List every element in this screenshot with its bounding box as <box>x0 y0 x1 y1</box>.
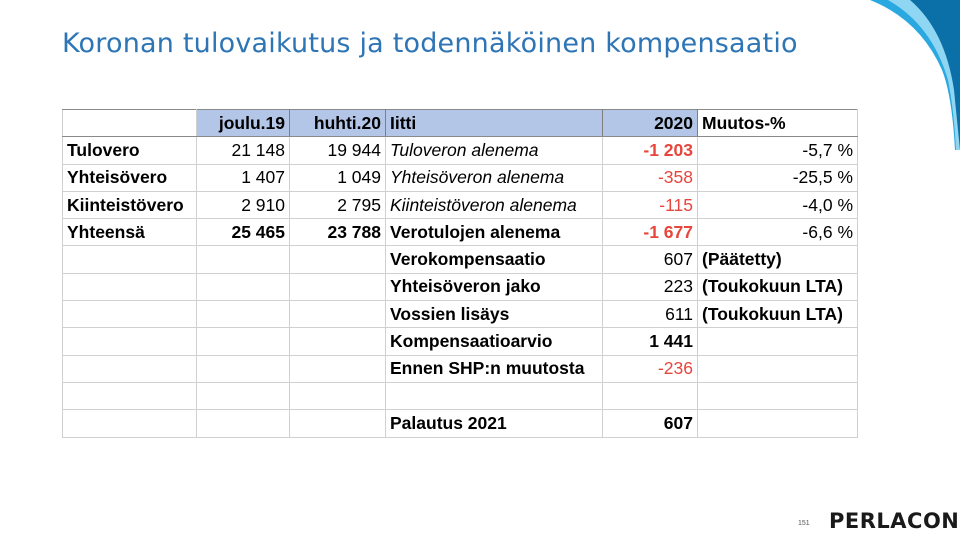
cell-iitti-label: Yhteisöveron jako <box>386 273 603 300</box>
cell-huhti20 <box>290 273 386 300</box>
corner-decoration-shape <box>850 0 960 150</box>
header-cell-2020: 2020 <box>603 110 698 137</box>
cell-note: (Toukokuun LTA) <box>698 273 858 300</box>
cell-joulu19 <box>197 246 290 273</box>
tax-revenue-table <box>62 109 858 438</box>
cell-iitti-label: Palautus 2021 <box>386 410 603 437</box>
cell-joulu19: 25 465 <box>197 219 290 246</box>
table-row <box>63 246 858 273</box>
perlacon-logo: PERLACON <box>829 509 960 533</box>
cell-2020: 607 <box>603 410 698 437</box>
cell-note <box>698 355 858 382</box>
row-label <box>63 410 197 437</box>
cell-2020: 1 441 <box>603 328 698 355</box>
cell-muutos: -4,0 % <box>698 191 858 218</box>
row-label <box>63 382 197 409</box>
header-cell-iitti: Iitti <box>386 110 603 137</box>
cell-joulu19: 1 407 <box>197 164 290 191</box>
header-cell-muutos: Muutos-% <box>698 110 858 137</box>
cell-joulu19 <box>197 328 290 355</box>
table-row <box>63 355 858 382</box>
cell-huhti20 <box>290 246 386 273</box>
slide-number: 151 <box>798 520 810 527</box>
cell-muutos: -5,7 % <box>698 137 858 164</box>
cell-2020 <box>603 382 698 409</box>
header-cell-joulu19: joulu.19 <box>197 110 290 137</box>
cell-joulu19 <box>197 410 290 437</box>
cell-iitti-label: Vossien lisäys <box>386 301 603 328</box>
cell-muutos: -25,5 % <box>698 164 858 191</box>
cell-2020: -1 677 <box>603 219 698 246</box>
cell-iitti-label: Yhteisöveron alenema <box>386 164 603 191</box>
cell-joulu19: 2 910 <box>197 191 290 218</box>
row-label <box>63 273 197 300</box>
cell-iitti-label: Kompensaatioarvio <box>386 328 603 355</box>
cell-joulu19: 21 148 <box>197 137 290 164</box>
table-row <box>63 273 858 300</box>
cell-2020: 223 <box>603 273 698 300</box>
cell-note <box>698 382 858 409</box>
cell-huhti20: 23 788 <box>290 219 386 246</box>
cell-2020: 607 <box>603 246 698 273</box>
cell-iitti-label: Verotulojen alenema <box>386 219 603 246</box>
cell-note: (Päätetty) <box>698 246 858 273</box>
cell-joulu19 <box>197 355 290 382</box>
cell-huhti20 <box>290 410 386 437</box>
cell-note <box>698 328 858 355</box>
row-label: Tulovero <box>63 137 197 164</box>
cell-iitti-label: Ennen SHP:n muutosta <box>386 355 603 382</box>
row-label <box>63 246 197 273</box>
cell-huhti20 <box>290 328 386 355</box>
table-row <box>63 410 858 437</box>
cell-note <box>698 410 858 437</box>
cell-muutos: -6,6 % <box>698 219 858 246</box>
table-row <box>63 191 858 218</box>
cell-joulu19 <box>197 301 290 328</box>
cell-joulu19 <box>197 382 290 409</box>
cell-joulu19 <box>197 273 290 300</box>
cell-2020: -358 <box>603 164 698 191</box>
table-header-row <box>63 110 858 137</box>
table-row <box>63 382 858 409</box>
cell-2020: -236 <box>603 355 698 382</box>
cell-iitti-label <box>386 382 603 409</box>
cell-huhti20 <box>290 382 386 409</box>
cell-iitti-label: Verokompensaatio <box>386 246 603 273</box>
slide-title: Koronan tulovaikutus ja todennäköinen kompensaatio <box>62 28 798 59</box>
cell-huhti20: 1 049 <box>290 164 386 191</box>
cell-huhti20: 2 795 <box>290 191 386 218</box>
cell-note: (Toukokuun LTA) <box>698 301 858 328</box>
cell-huhti20: 19 944 <box>290 137 386 164</box>
cell-huhti20 <box>290 355 386 382</box>
table-row <box>63 328 858 355</box>
table-row <box>63 164 858 191</box>
header-cell-huhti20: huhti.20 <box>290 110 386 137</box>
row-label: Kiinteistövero <box>63 191 197 218</box>
cell-iitti-label: Kiinteistöveron alenema <box>386 191 603 218</box>
cell-huhti20 <box>290 301 386 328</box>
table-row <box>63 219 858 246</box>
cell-2020: -115 <box>603 191 698 218</box>
table-row <box>63 301 858 328</box>
row-label <box>63 328 197 355</box>
row-label <box>63 301 197 328</box>
row-label <box>63 355 197 382</box>
table-row <box>63 137 858 164</box>
row-label: Yhteensä <box>63 219 197 246</box>
cell-iitti-label: Tuloveron alenema <box>386 137 603 164</box>
cell-2020: 611 <box>603 301 698 328</box>
cell-2020: -1 203 <box>603 137 698 164</box>
row-label: Yhteisövero <box>63 164 197 191</box>
header-cell-empty <box>63 110 197 137</box>
